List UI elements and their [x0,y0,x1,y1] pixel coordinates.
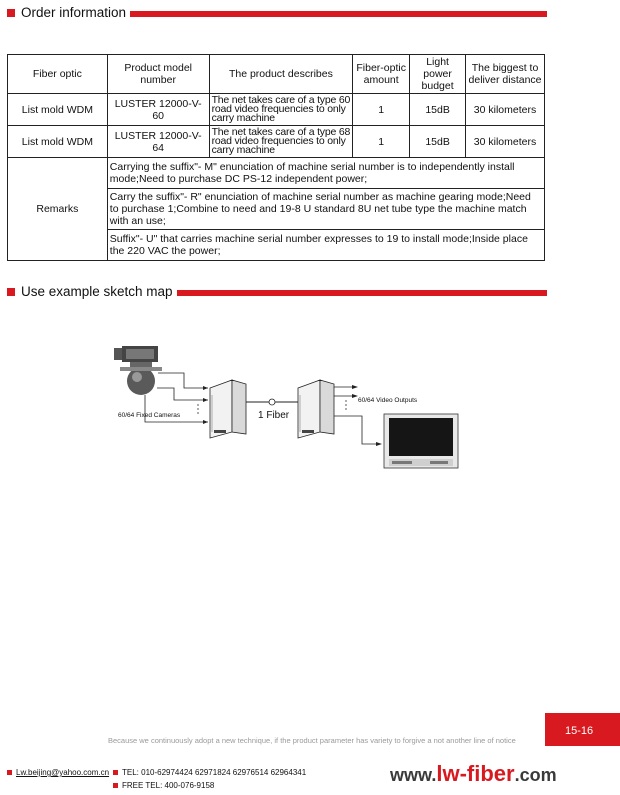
cell-desc: The net takes care of a type 60 road video frequencies to only carry machine [209,94,353,126]
remark-item: Suffix"- U" that carries machine serial number expresses to 19 to install mode;Inside place the 220 VAC the power; [107,230,544,261]
cell-distance: 30 kilometers [466,126,545,158]
section-divider [169,290,547,296]
cell-amount: 1 [353,94,410,126]
transmitter-icon [210,380,246,438]
free-tel-text: FREE TEL: 400-076-9158 [122,781,215,790]
email-link[interactable]: Lw.beijing@yahoo.com.cn [16,768,110,777]
tel-text: TEL: 010-62974424 62971824 62976514 62964341 [122,768,307,777]
remarks-row [8,158,545,189]
remarks-label: Remarks [8,158,108,261]
order-section-header [7,4,547,22]
red-bullet-icon [7,770,12,775]
notice-text: Because we continuously adopt a new technique, if the product parameter has variety to forgive a not another line of notice [108,736,516,745]
header-describes: The product describes [209,55,353,94]
cell-distance: 30 kilometers [466,94,545,126]
table-header-row [8,55,545,94]
outputs-label: 60/64 Video Outputs [358,397,418,404]
cell-model: LUSTER 12000-V-64 [107,126,209,158]
cell-budget: 15dB [410,126,466,158]
header-fiber-optic: Fiber optic [8,55,108,94]
section-title: Use example sketch map [21,283,177,301]
remark-item: Carrying the suffix"- M" enunciation of machine serial number is to independently install mode;Need to purchase DC PS-12 independent power; [107,158,544,189]
cell-model: LUSTER 12000-V-60 [107,94,209,126]
table-row [8,126,545,158]
remark-item: Carry the suffix"- R" enunciation of machine serial number as machine gearing mode;Need to purchase 1;Combine to need and 19-8 U standard 8U net tube type the machine match with an use; [107,189,544,230]
camera-icon [114,346,162,395]
cameras-label: 60/64 Fixed Cameras [118,412,181,419]
red-square-icon [7,9,15,17]
website-brand: lw-fiber [436,761,515,786]
page-number-box [545,713,620,746]
header-model: Product model number [107,55,209,94]
section-divider [127,11,547,17]
section-title: Order information [21,4,130,22]
website-logo[interactable] [390,761,557,787]
sketch-section-header [7,283,547,301]
cell-budget: 15dB [410,94,466,126]
red-bullet-icon [113,783,118,788]
website-suffix: .com [514,765,557,785]
cell-amount: 1 [353,126,410,158]
red-bullet-icon [113,770,118,775]
monitor-icon [384,414,458,468]
sketch-diagram [100,340,460,480]
fiber-label: 1 Fiber [258,410,290,421]
email-line [7,768,109,777]
table-row [8,94,545,126]
header-distance: The biggest to deliver distance [466,55,545,94]
cell-fiber: List mold WDM [8,94,108,126]
order-table [7,54,545,261]
header-amount: Fiber-optic amount [353,55,410,94]
free-tel-line [113,781,214,790]
tel-line [113,768,306,777]
cell-desc: The net takes care of a type 68 road video frequencies to only carry machine [209,126,353,158]
website-prefix: www. [390,765,437,785]
receiver-icon [298,380,334,438]
cell-fiber: List mold WDM [8,126,108,158]
page-number: 15-16 [565,725,594,737]
red-square-icon [7,288,15,296]
header-budget: Light power budget [410,55,466,94]
